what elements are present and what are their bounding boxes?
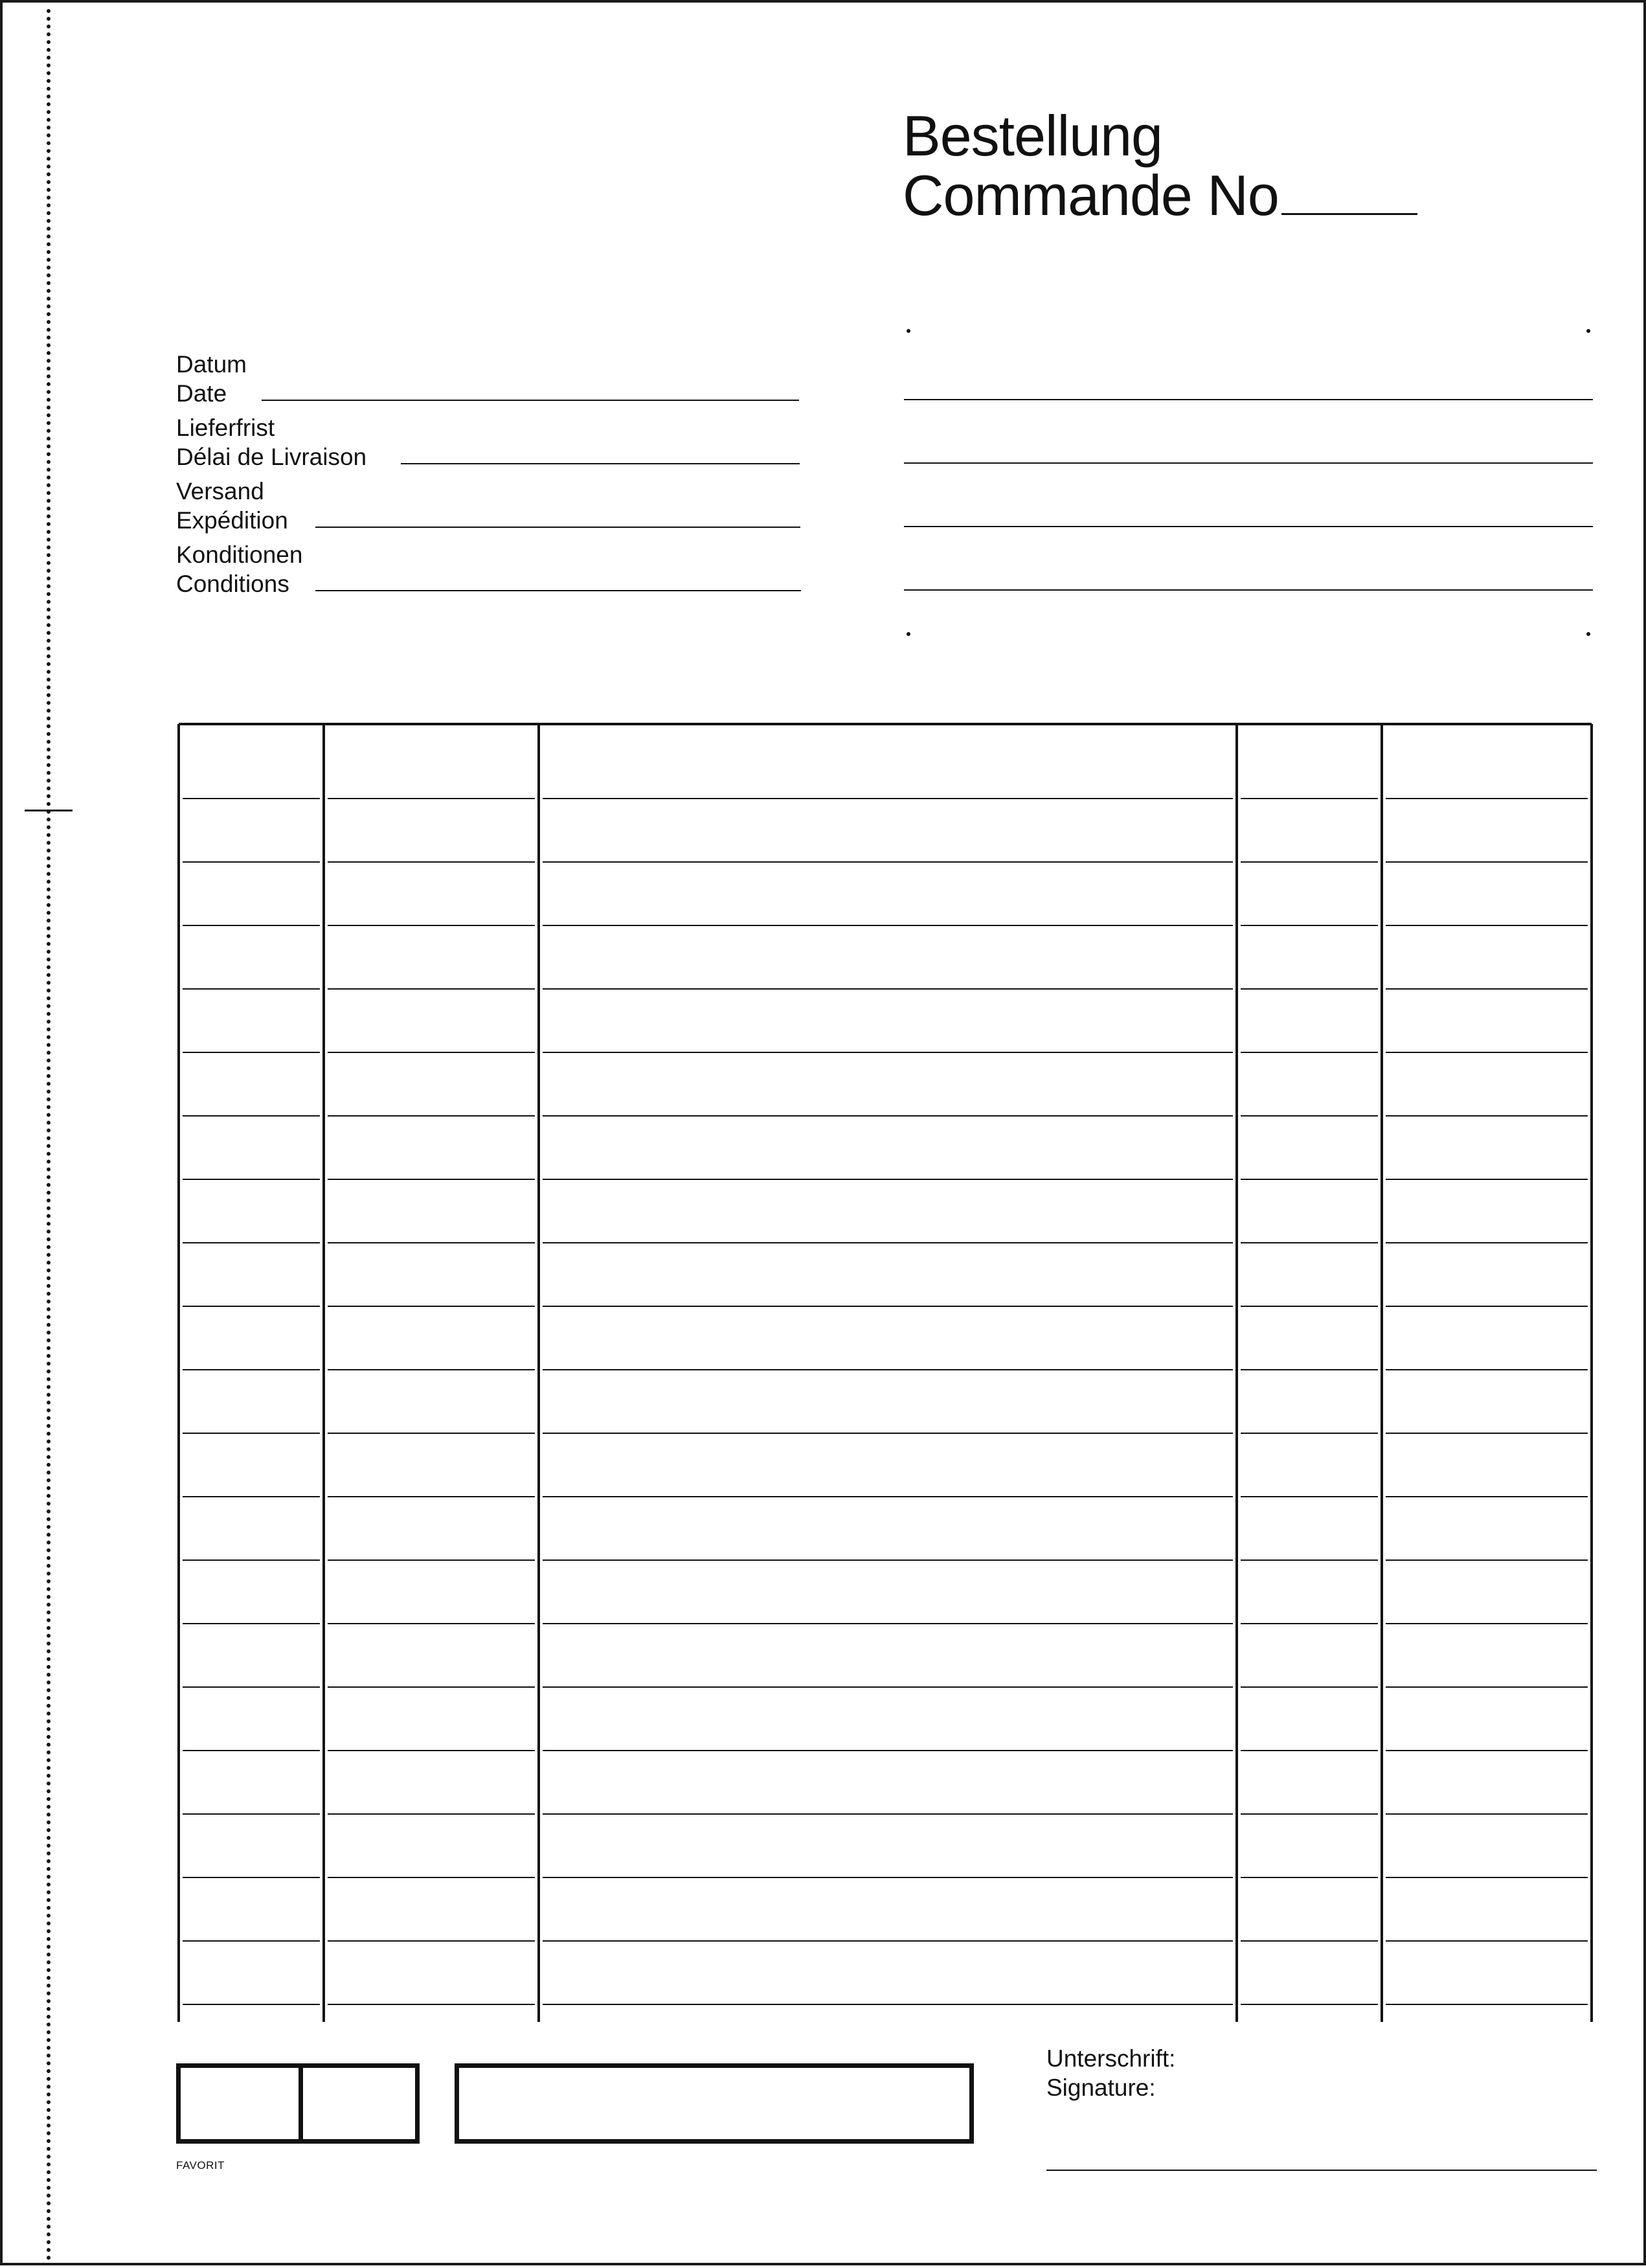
signature-label-de: Unterschrift: <box>1046 2045 1176 2072</box>
signature-label-fr: Signature: <box>1046 2074 1156 2101</box>
field-date-label-fr: Date <box>176 380 227 407</box>
title-german: Bestellung <box>903 104 1162 168</box>
signature-label <box>1046 2044 1175 2102</box>
field-delivery-label-fr: Délai de Livraison <box>176 444 367 470</box>
order-items-table <box>3 3 1646 2268</box>
field-delivery-label-de: Lieferfrist <box>176 414 275 441</box>
field-shipping-label-de: Versand <box>176 478 264 505</box>
footer-wide-box[interactable] <box>455 2063 974 2144</box>
footer-small-box-divider <box>299 2068 303 2139</box>
brand-label: FAVORIT <box>176 2159 225 2172</box>
field-date-label-de: Datum <box>176 351 247 378</box>
title-french: Commande No <box>903 163 1279 227</box>
field-shipping-label-fr: Expédition <box>176 507 288 534</box>
field-conditions-label-de: Konditionen <box>176 541 303 568</box>
footer-small-box[interactable] <box>176 2063 420 2144</box>
signature-line[interactable] <box>1046 2170 1597 2171</box>
field-conditions-label-fr: Conditions <box>176 571 289 597</box>
